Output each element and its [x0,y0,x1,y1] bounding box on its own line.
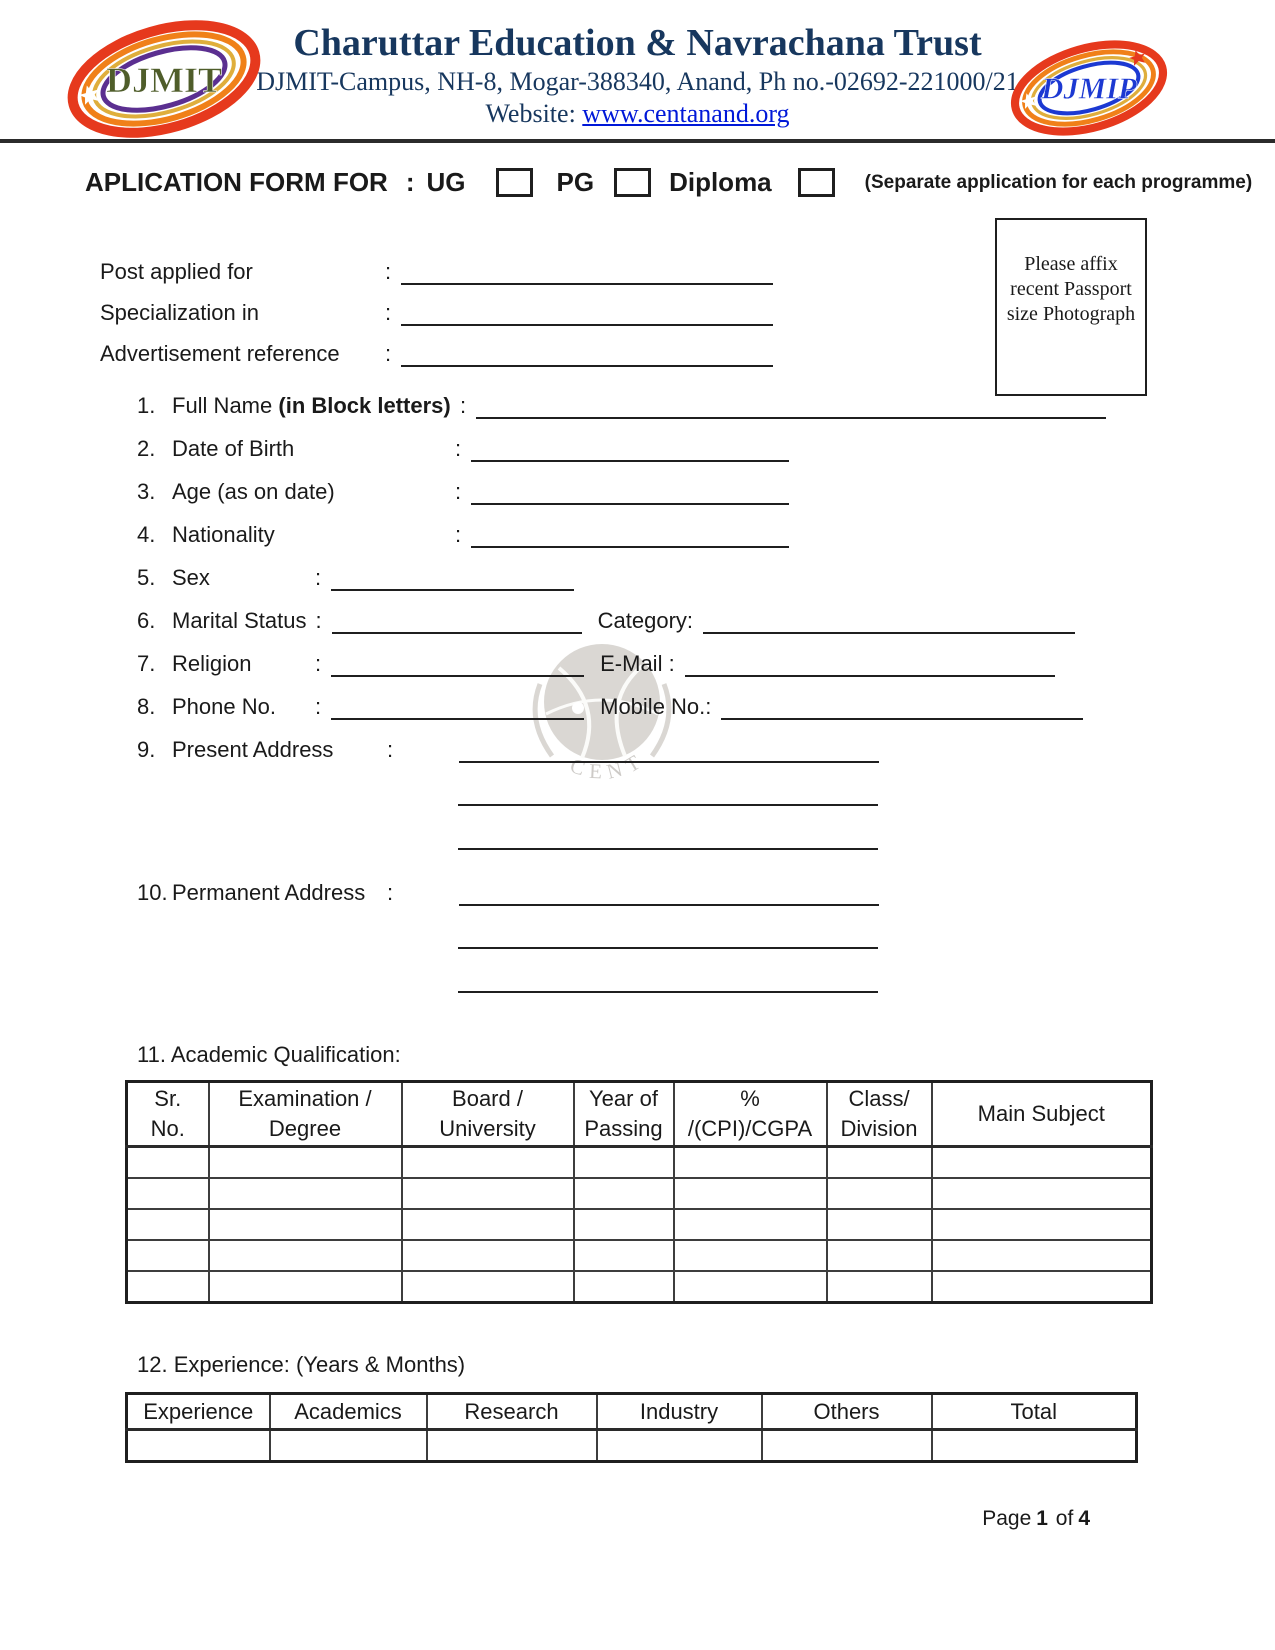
present-address-blank-1 [459,739,879,763]
full-name-label-text: Full Name [172,393,273,418]
item-number: 9. [137,737,156,762]
advertisement-ref-blank [401,343,773,367]
empty-cell [597,1430,762,1462]
specialization-label: Specialization in [100,300,259,325]
empty-cell [127,1271,209,1303]
nationality-blank [471,524,789,548]
age-label: Age (as on date) [172,479,335,504]
djmit-logo-text: DJMIT [106,60,222,100]
personal-details-list [137,393,1275,993]
separate-application-note: (Separate application for each programme) [864,171,1253,193]
empty-cell [827,1271,932,1303]
field-row-present-address [137,737,1275,763]
colon: : [315,608,322,633]
full-name-label [172,393,460,419]
footer-total-pages: 4 [1078,1507,1090,1530]
colon: : [455,436,462,461]
phone-label: Phone No. [172,694,276,719]
colon: : [387,737,394,762]
permanent-address-blank-3 [458,969,878,993]
colon: : [405,167,415,197]
item-number: 3. [137,479,156,504]
colon: : [455,479,462,504]
empty-cell [127,1209,209,1240]
field-row-dob [137,436,1275,462]
empty-cell [674,1271,827,1303]
empty-cell [932,1147,1152,1179]
option-pg-label: PG [556,167,595,197]
colon: : [315,651,322,676]
empty-cell [674,1147,827,1179]
empty-cell [674,1178,827,1209]
marital-status-blank [332,610,582,634]
present-address-row-3 [137,824,1275,850]
empty-cell [827,1178,932,1209]
field-row-phone-mobile [137,694,1275,720]
footer-page-number: 1 [1036,1507,1048,1530]
empty-row [127,1430,1137,1462]
category-blank [703,610,1075,634]
academic-table-header-cell: % /(CPI)/CGPA [674,1082,827,1147]
empty-cell [127,1430,270,1462]
colon: : [315,565,322,590]
empty-row [127,1147,1152,1179]
item-number: 10. [137,880,168,905]
empty-cell [932,1430,1137,1462]
empty-cell [827,1240,932,1271]
org-address: DJMIT-Campus, NH-8, Mogar-388340, Anand, Ph no.-02692-221000/21 [256,67,1019,96]
colon: : [455,522,462,547]
post-applied-label: Post applied for [100,259,253,284]
item-number: 8. [137,694,156,719]
diploma-checkbox[interactable] [798,168,835,197]
item-number: 7. [137,651,156,676]
empty-row [127,1178,1152,1209]
letterhead [0,0,1275,143]
colon: : [385,300,392,325]
empty-cell [127,1240,209,1271]
specialization-blank [401,302,773,326]
academic-table [125,1080,1153,1304]
permanent-address-row-2 [137,923,1275,949]
academic-qualification-title: 11. Academic Qualification: [137,1042,401,1067]
application-type-row [85,167,1275,198]
post-applied-blank [401,261,773,285]
website-label: Website: [485,99,576,128]
permanent-address-label: Permanent Address [172,880,366,905]
empty-cell [932,1271,1152,1303]
age-blank [471,481,789,505]
colon: : [315,694,322,719]
empty-cell [932,1209,1152,1240]
academic-table-header-cell: Class/ Division [827,1082,932,1147]
colon: : [385,259,392,284]
academic-table-header-cell: Main Subject [932,1082,1152,1147]
religion-blank [331,653,584,677]
permanent-address-blank-2 [458,925,878,949]
empty-cell [574,1209,674,1240]
field-row-sex [137,565,1275,591]
full-name-blank [476,395,1106,419]
djmip-logo-text: DJMIP [1041,71,1137,106]
djmit-logo-icon [64,20,264,138]
empty-cell [827,1209,932,1240]
item-number: 5. [137,565,156,590]
present-address-blank-3 [458,826,878,850]
field-row-marital-category [137,608,1275,634]
academic-table-header-cell: Sr. No. [127,1082,209,1147]
field-row-nationality [137,522,1275,548]
experience-table-header-cell: Total [932,1394,1137,1430]
empty-row [127,1209,1152,1240]
empty-cell [402,1209,574,1240]
colon: : [460,393,467,418]
item-number: 6. [137,608,156,633]
empty-cell [574,1240,674,1271]
sex-blank [331,567,574,591]
category-label: Category: [597,608,694,633]
empty-cell [932,1240,1152,1271]
watermark-cent-text: CENT [567,746,651,784]
djmip-logo-icon [1008,32,1170,144]
empty-cell [402,1178,574,1209]
nationality-label: Nationality [172,522,275,547]
academic-table-header-cell: Board / University [402,1082,574,1147]
option-ug-label: UG [426,167,466,197]
empty-cell [427,1430,597,1462]
academic-table-header-cell: Examination / Degree [209,1082,402,1147]
empty-cell [402,1147,574,1179]
empty-cell [932,1178,1152,1209]
djmit-logo [64,20,264,138]
field-row-age [137,479,1275,505]
field-row-religion-email [137,651,1275,677]
dob-label: Date of Birth [172,436,295,461]
empty-cell [209,1240,402,1271]
photo-affix-box: Please affix recent Passport size Photograph [995,218,1147,396]
sex-label: Sex [172,565,210,590]
empty-cell [574,1178,674,1209]
empty-row [127,1240,1152,1271]
djmip-logo [1008,32,1170,144]
option-diploma-label: Diploma [669,167,772,197]
dob-blank [471,438,789,462]
empty-cell [762,1430,932,1462]
mobile-label: Mobile No.: [600,694,712,719]
experience-table-header-cell: Others [762,1394,932,1430]
academic-header-row [127,1082,1152,1147]
experience-table-header-cell: Research [427,1394,597,1430]
experience-header-row [127,1394,1137,1430]
pg-checkbox[interactable] [614,168,651,197]
footer-word-page: Page [982,1507,1032,1530]
colon: : [387,880,394,905]
ug-checkbox[interactable] [496,168,533,197]
experience-table-header-cell: Academics [270,1394,427,1430]
present-address-label: Present Address [172,737,334,762]
empty-row [127,1271,1152,1303]
empty-cell [674,1209,827,1240]
empty-cell [270,1430,427,1462]
empty-cell [574,1271,674,1303]
advertisement-ref-label: Advertisement reference [100,341,340,366]
empty-cell [402,1271,574,1303]
present-address-blank-2 [458,782,878,806]
experience-table-header-cell: Experience [127,1394,270,1430]
empty-cell [209,1209,402,1240]
experience-table [125,1392,1138,1463]
email-label: E-Mail : [600,651,675,676]
block-letters-note: (in Block letters) [278,393,451,418]
item-number: 2. [137,436,156,461]
empty-cell [674,1240,827,1271]
email-blank [685,653,1055,677]
present-address-row-2 [137,780,1275,806]
empty-cell [209,1147,402,1179]
org-name: Charuttar Education & Navrachana Trust [293,22,982,64]
field-row-permanent-address [137,880,1275,906]
empty-cell [209,1178,402,1209]
empty-cell [127,1178,209,1209]
experience-title: 12. Experience: (Years & Months) [137,1352,466,1377]
mobile-blank [721,696,1083,720]
empty-cell [402,1240,574,1271]
permanent-address-blank-1 [459,882,879,906]
item-number: 4. [137,522,156,547]
colon: : [385,341,392,366]
academic-table-header-cell: Year of Passing [574,1082,674,1147]
field-row-full-name [137,393,1275,419]
experience-table-header-cell: Industry [597,1394,762,1430]
permanent-address-row-3 [137,967,1275,993]
religion-label: Religion [172,651,252,676]
empty-cell [209,1271,402,1303]
item-number: 1. [137,393,156,418]
phone-blank [331,696,584,720]
application-form-for-label: APLICATION FORM FOR [85,167,388,197]
marital-status-label: Marital Status [172,608,307,633]
empty-cell [827,1147,932,1179]
website-link[interactable]: www.centanand.org [582,99,790,128]
empty-cell [127,1147,209,1179]
empty-cell [574,1147,674,1179]
footer-word-of: of [1055,1507,1074,1530]
page-footer [0,1507,1275,1531]
